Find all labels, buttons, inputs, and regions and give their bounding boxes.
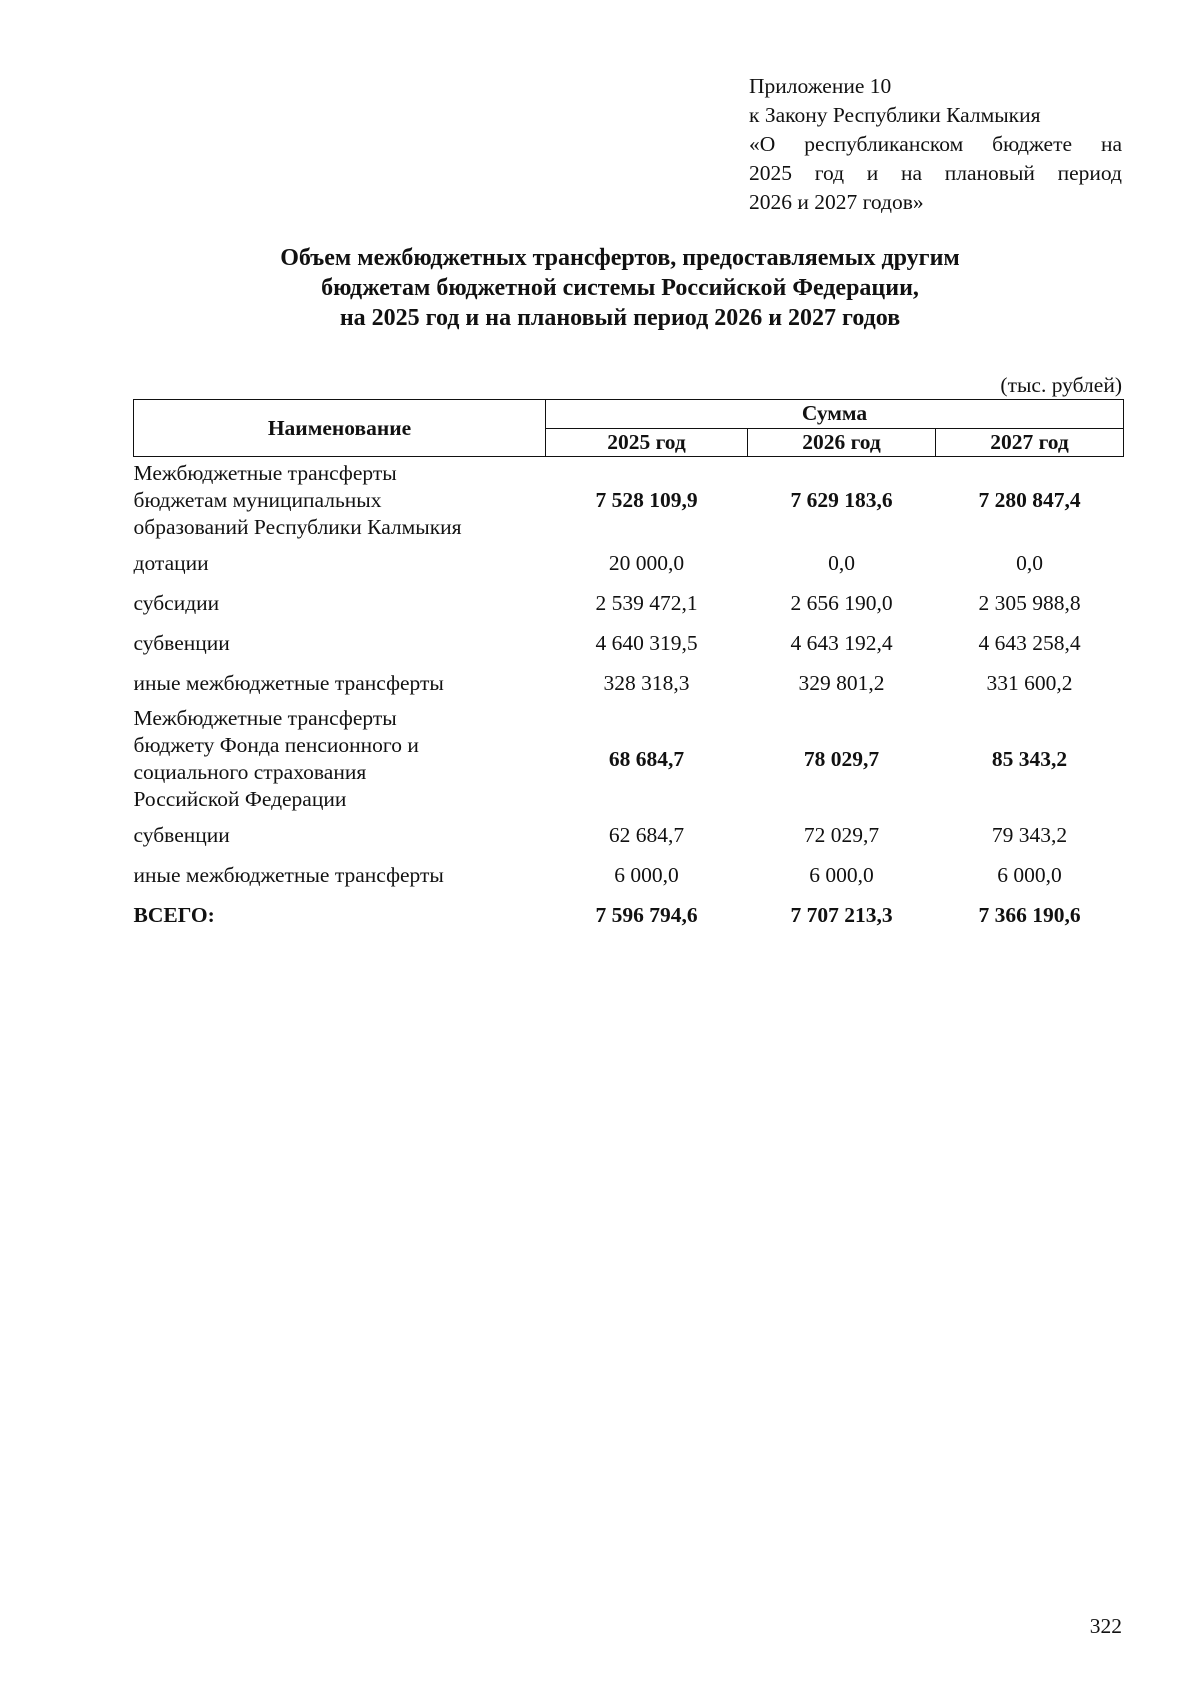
transfers-table bbox=[133, 399, 1124, 935]
row-name: субвенции bbox=[133, 822, 230, 847]
value-2026: 0,0 bbox=[828, 550, 855, 575]
value-2027: 331 600,2 bbox=[986, 670, 1073, 695]
row-name: ВСЕГО: bbox=[133, 902, 215, 927]
value-2025: 20 000,0 bbox=[608, 550, 685, 575]
title-line: на 2025 год и на плановый период 2026 и 2027 годов bbox=[339, 305, 901, 331]
value-2027: 4 643 258,4 bbox=[978, 630, 1081, 655]
value-2026: 72 029,7 bbox=[803, 822, 880, 847]
appendix-line: «О республиканском бюджете на bbox=[749, 132, 1122, 156]
value-2026: 329 801,2 bbox=[798, 670, 885, 695]
row-name-line: Российской Федерации bbox=[133, 787, 347, 811]
table-row bbox=[134, 583, 1124, 623]
value-2025: 68 684,7 bbox=[608, 746, 685, 771]
value-2025: 7 596 794,6 bbox=[595, 902, 698, 927]
value-2026: 2 656 190,0 bbox=[790, 590, 893, 615]
document-title bbox=[180, 243, 1060, 333]
column-header-year: 2026 год bbox=[748, 428, 936, 457]
title-line: бюджетам бюджетной системы Российской Федерации, bbox=[321, 275, 919, 301]
column-header-sum: Сумма bbox=[546, 400, 1124, 429]
table-row bbox=[134, 855, 1124, 895]
table-row-municipal-total bbox=[134, 457, 1124, 544]
table-row bbox=[134, 663, 1124, 703]
value-2027: 0,0 bbox=[1016, 550, 1043, 575]
row-name: субсидии bbox=[133, 590, 220, 615]
value-2027: 2 305 988,8 bbox=[978, 590, 1081, 615]
value-2026: 6 000,0 bbox=[809, 862, 874, 887]
value-2026: 78 029,7 bbox=[803, 746, 880, 771]
row-name: иные межбюджетные трансферты bbox=[133, 862, 444, 887]
units-label: (тыс. рублей) bbox=[1000, 373, 1122, 397]
table-body bbox=[134, 457, 1124, 936]
value-2027: 7 280 847,4 bbox=[978, 487, 1081, 512]
column-header-year: 2025 год bbox=[546, 428, 748, 457]
row-name: иные межбюджетные трансферты bbox=[133, 670, 444, 695]
appendix-line: 2026 и 2027 годов» bbox=[749, 190, 924, 214]
table-row bbox=[134, 623, 1124, 663]
table-row-grand-total bbox=[134, 895, 1124, 935]
row-name: субвенции bbox=[133, 630, 230, 655]
table-header bbox=[134, 400, 1124, 457]
value-2026: 7 629 183,6 bbox=[790, 487, 893, 512]
appendix-line: 2025 год и на плановый период bbox=[749, 161, 1122, 185]
row-name-line: образований Республики Калмыкия bbox=[133, 514, 462, 539]
appendix-line: к Закону Республики Калмыкия bbox=[749, 103, 1041, 127]
value-2025: 6 000,0 bbox=[614, 862, 679, 887]
title-line: Объем межбюджетных трансфертов, предоставляемых другим bbox=[280, 245, 960, 271]
row-name-line: Межбюджетные трансферты bbox=[133, 706, 397, 730]
value-2027: 85 343,2 bbox=[991, 746, 1068, 771]
table-row bbox=[134, 543, 1124, 583]
row-name-line: бюджету Фонда пенсионного и bbox=[133, 733, 419, 757]
row-name-line: социального страхования bbox=[133, 760, 367, 784]
value-2025: 4 640 319,5 bbox=[595, 630, 698, 655]
value-2025: 328 318,3 bbox=[603, 670, 690, 695]
value-2027: 79 343,2 bbox=[991, 822, 1068, 847]
row-name bbox=[134, 703, 546, 815]
value-2027: 6 000,0 bbox=[997, 862, 1062, 887]
value-2026: 7 707 213,3 bbox=[790, 902, 893, 927]
row-name bbox=[134, 457, 546, 544]
table-row bbox=[134, 815, 1124, 855]
page-number: 322 bbox=[1089, 1614, 1122, 1638]
row-name-line: бюджетам муниципальных bbox=[133, 487, 382, 512]
value-2025: 2 539 472,1 bbox=[595, 590, 698, 615]
value-2026: 4 643 192,4 bbox=[790, 630, 893, 655]
row-name: дотации bbox=[133, 550, 209, 575]
row-name-line: Межбюджетные трансферты bbox=[133, 460, 397, 485]
value-2025: 62 684,7 bbox=[608, 822, 685, 847]
value-2027: 7 366 190,6 bbox=[978, 902, 1081, 927]
appendix-header bbox=[749, 72, 1122, 217]
column-header-year: 2027 год bbox=[936, 428, 1124, 457]
table-row-pension-fund-total bbox=[134, 703, 1124, 815]
appendix-line: Приложение 10 bbox=[749, 74, 892, 98]
value-2025: 7 528 109,9 bbox=[595, 487, 698, 512]
column-header-name: Наименование bbox=[134, 400, 546, 457]
